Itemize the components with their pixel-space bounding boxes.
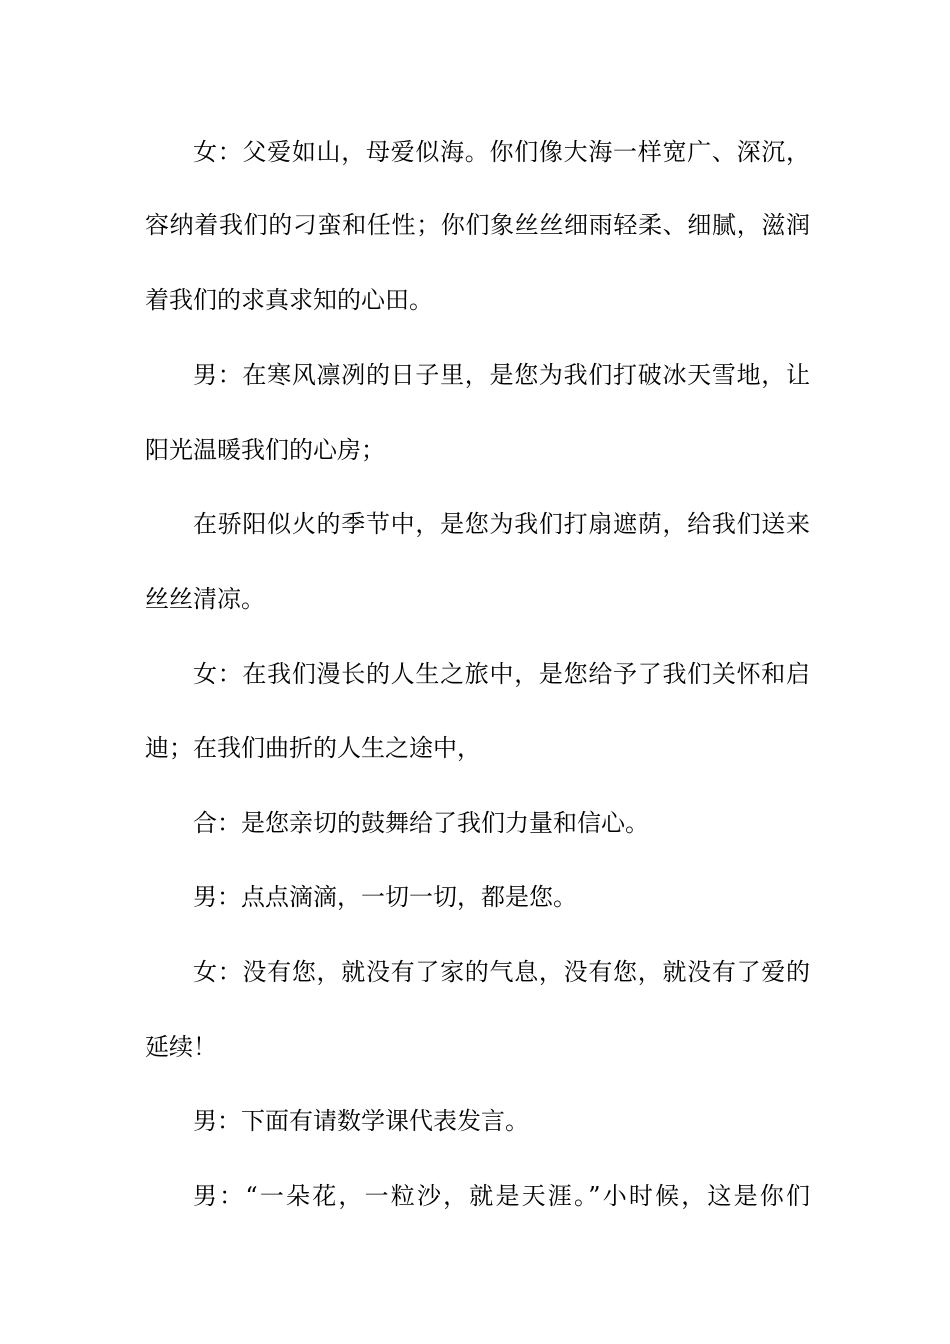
- text-line: 女：没有您，就没有了家的气息，没有您，就没有了爱的: [193, 958, 810, 986]
- text-line: 阳光温暖我们的心房；: [145, 436, 385, 464]
- text-line: 容纳着我们的刁蛮和任性；你们象丝丝细雨轻柔、细腻，滋润: [145, 211, 810, 239]
- text-line: 延续！: [145, 1033, 217, 1061]
- text-line: 着我们的求真求知的心田。: [145, 286, 433, 314]
- text-line: 在骄阳似火的季节中，是您为我们打扇遮荫，给我们送来: [193, 510, 810, 538]
- text-line: 男：“一朵花，一粒沙，就是天涯。”小时候，这是你们: [193, 1182, 810, 1210]
- text-line: 女：父爱如山，母爱似海。你们像大海一样宽广、深沉，: [193, 138, 810, 166]
- text-line: 迪；在我们曲折的人生之途中，: [145, 734, 481, 762]
- text-line: 男：点点滴滴，一切一切，都是您。: [193, 883, 577, 911]
- text-line: 女：在我们漫长的人生之旅中，是您给予了我们关怀和启: [193, 660, 810, 688]
- text-line: 丝丝清凉。: [145, 585, 265, 613]
- text-line: 合：是您亲切的鼓舞给了我们力量和信心。: [193, 809, 649, 837]
- text-line: 男：在寒风凛冽的日子里，是您为我们打破冰天雪地，让: [193, 361, 810, 389]
- text-line: 男：下面有请数学课代表发言。: [193, 1107, 529, 1135]
